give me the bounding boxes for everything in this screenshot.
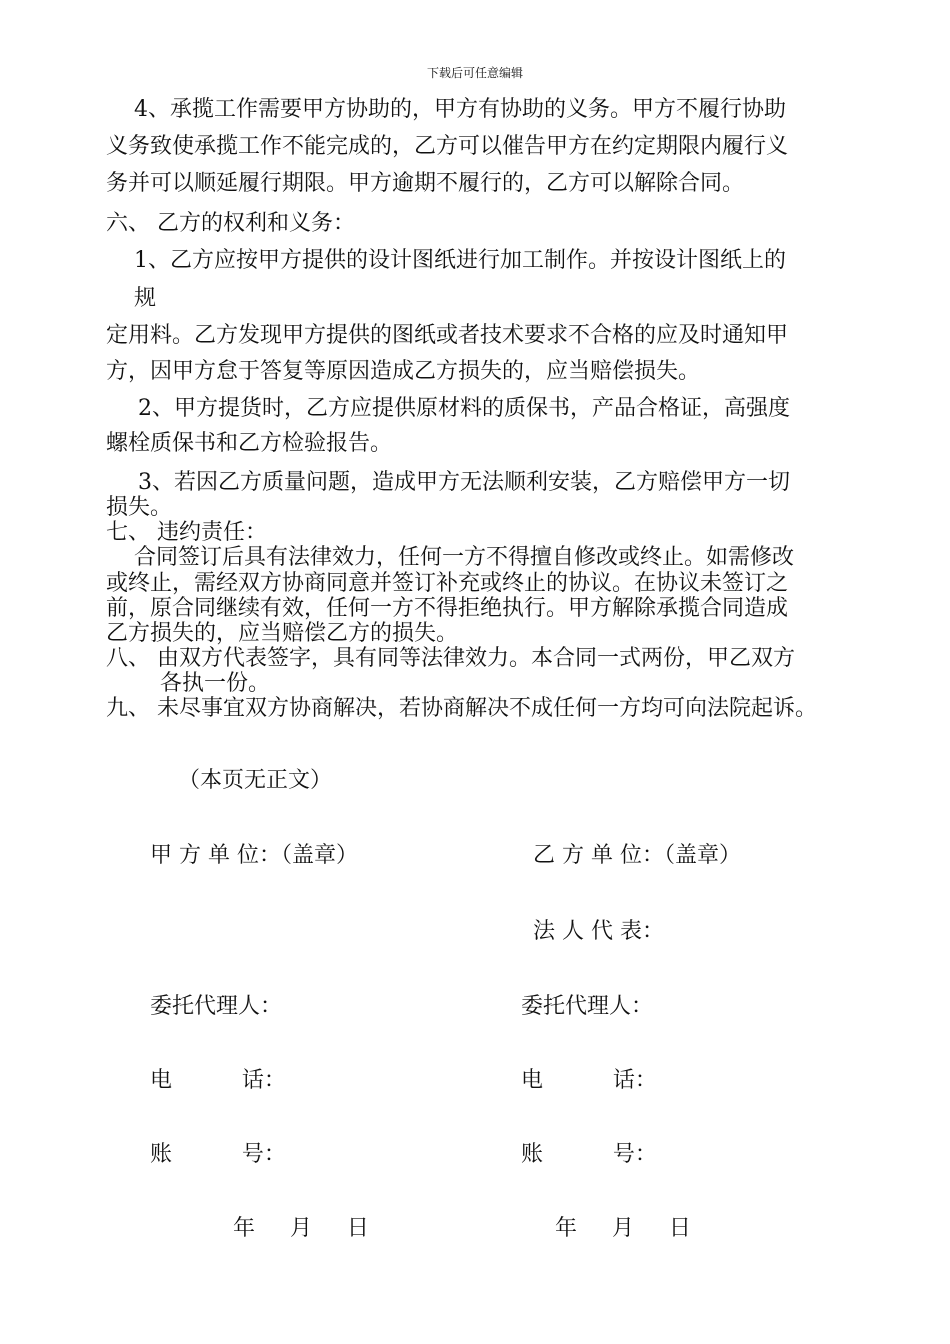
clause-6-1-line-4: 方，因甲方怠于答复等原因造成乙方损失的，应当赔偿损失。: [106, 359, 701, 384]
clause-6-1-line-2: 规: [134, 286, 157, 311]
party-b-legal-rep-label: 法 人 代 表：: [533, 919, 664, 944]
clause-6-2-line-2: 螺栓质保书和乙方检验报告。: [106, 431, 393, 456]
section-7-line-1: 合同签订后具有法律效力，任何一方不得擅自修改或终止。如需修改: [134, 545, 795, 570]
clause-6-1-line-1: 1、乙方应按甲方提供的设计图纸进行加工制作。并按设计图纸上的: [134, 248, 786, 273]
section-7-heading: 七、 违约责任：: [106, 520, 267, 545]
section-7-line-4: 乙方损失的，应当赔偿乙方的损失。: [106, 621, 459, 646]
clause-6-1-line-3: 定用料。乙方发现甲方提供的图纸或者技术要求不合格的应及时通知甲: [106, 323, 789, 348]
clause-6-3-line-2: 损失。: [106, 495, 173, 520]
section-8-line-1: 八、 由双方代表签字，具有同等法律效力。本合同一式两份，甲乙双方: [106, 646, 795, 671]
clause-6-3-line-1: 3、若因乙方质量问题，造成甲方无法顺利安装，乙方赔偿甲方一切: [138, 470, 790, 495]
party-b-account-label: 账 号：: [521, 1142, 657, 1167]
clause-5-4-line-1: 4、承揽工作需要甲方协助的，甲方有协助的义务。甲方不履行协助: [134, 97, 786, 122]
clause-5-4-line-2: 义务致使承揽工作不能完成的，乙方可以催告甲方在约定期限内履行义: [106, 134, 789, 159]
party-a-agent-label: 委托代理人：: [150, 994, 283, 1019]
section-6-heading: 六、 乙方的权利和义务：: [106, 211, 355, 236]
party-b-phone-label: 电 话：: [521, 1068, 657, 1093]
clause-6-2-line-1: 2、甲方提货时，乙方应提供原材料的质保书，产品合格证，高强度: [138, 396, 790, 421]
party-a-phone-label: 电 话：: [150, 1068, 286, 1093]
clause-5-4-line-3: 务并可以顺延履行期限。甲方逾期不履行的，乙方可以解除合同。: [106, 171, 745, 196]
party-a-account-label: 账 号：: [150, 1142, 286, 1167]
party-a-date-label: 年 月 日: [233, 1216, 369, 1241]
section-7-line-2: 或终止，需经双方协商同意并签订补充或终止的协议。在协议未签订之: [106, 571, 789, 596]
party-b-unit-label: 乙 方 单 位：（盖章）: [533, 843, 741, 868]
section-7-line-3: 前，原合同继续有效，任何一方不得拒绝执行。甲方解除承揽合同造成: [106, 596, 789, 621]
party-a-unit-label: 甲 方 单 位：（盖章）: [150, 843, 358, 868]
page-header-note: 下载后可任意编辑: [426, 66, 523, 80]
section-8-line-2: 各执一份。: [160, 671, 271, 696]
party-b-agent-label: 委托代理人：: [521, 994, 654, 1019]
section-9-line-1: 九、 未尽事宜双方协商解决，若协商解决不成任何一方均可向法院起诉。: [106, 696, 817, 721]
no-main-text-note: （本页无正文）: [178, 768, 333, 793]
party-b-date-label: 年 月 日: [555, 1216, 691, 1241]
